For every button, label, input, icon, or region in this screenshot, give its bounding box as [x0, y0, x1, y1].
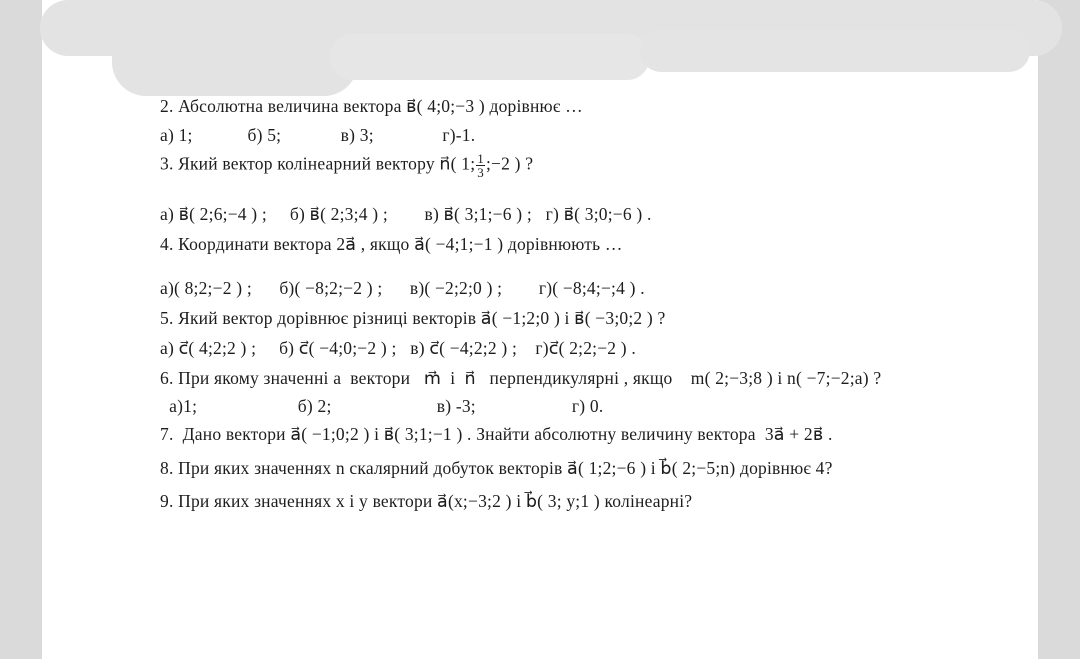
blurred-header-region-right — [640, 30, 1030, 72]
question-7-text: 7. Дано вектори a⃗( −1;0;2 ) і в⃗( 3;1;−1 ) . Знайти абсолютну величину вектора 3a⃗ + 2в⃗ . — [160, 424, 833, 444]
question-4-options: а)( 8;2;−2 ) ; б)( −8;2;−2 ) ; в)( −2;2;0 ) ; г)( −8;4;−;4 ) . — [160, 278, 645, 298]
photo-background-left — [0, 0, 42, 659]
question-3-text — [160, 152, 533, 179]
question-2-options: а) 1; б) 5; в) 3; г)-1. — [160, 125, 476, 145]
blurred-header-region-lower — [112, 22, 358, 96]
blurred-header-region-mid — [330, 34, 650, 80]
question-3-prefix: 3. Який вектор колінеарний вектору n⃗( 1; — [160, 153, 476, 174]
photo-background-right — [1038, 0, 1080, 659]
question-2-text: 2. Абсолютна величина вектора в⃗( 4;0;−3 ) дорівнює … — [160, 96, 583, 116]
question-6-options: а)1; б) 2; в) -3; г) 0. — [160, 396, 604, 416]
question-3-options: а) в⃗( 2;6;−4 ) ; б) в⃗( 2;3;4 ) ; в) в⃗( 3;1;−6 ) ; г) в⃗( 3;0;−6 ) . — [160, 204, 652, 224]
question-3-suffix: ;−2 ) ? — [485, 153, 534, 174]
fraction-one-third — [476, 152, 485, 179]
question-8-text: 8. При яких значеннях n скалярний добуток векторів a⃗( 1;2;−6 ) і b⃗( 2;−5;n) дорівнює 4? — [160, 458, 833, 478]
question-5-options: а) c⃗( 4;2;2 ) ; б) c⃗( −4;0;−2 ) ; в) c⃗( −4;2;2 ) ; г)c⃗( 2;2;−2 ) . — [160, 338, 636, 358]
question-5-text: 5. Який вектор дорівнює різниці векторів a⃗( −1;2;0 ) і в⃗( −3;0;2 ) ? — [160, 308, 666, 328]
fraction-denominator: 3 — [477, 165, 484, 180]
question-9-text: 9. При яких значеннях x і y вектори a⃗(x;−3;2 ) і b⃗( 3; y;1 ) колінеарні? — [160, 491, 693, 511]
question-6-text: 6. При якому значенні а вектори m⃗ і n⃗ перпендикулярні , якщо m( 2;−3;8 ) і n( −7;−2;a) ? — [160, 368, 882, 388]
question-4-text: 4. Координати вектора 2a⃗ , якщо a⃗( −4;1;−1 ) дорівнюють … — [160, 234, 623, 254]
fraction-numerator: 1 — [477, 151, 484, 166]
